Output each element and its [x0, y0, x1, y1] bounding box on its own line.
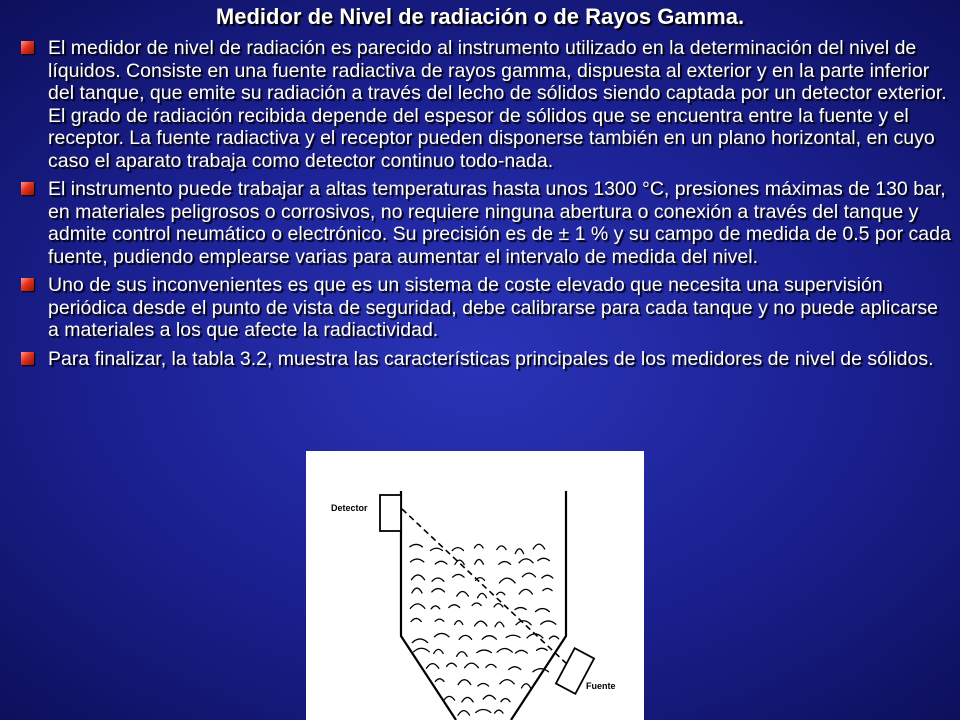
solid-particle — [426, 664, 438, 669]
solid-particle — [537, 648, 548, 650]
solid-particle — [483, 695, 495, 699]
solid-particle — [522, 573, 535, 577]
solid-particle — [495, 710, 503, 713]
solid-particle — [497, 546, 506, 550]
solid-particle — [449, 605, 460, 608]
solid-particle — [497, 592, 505, 594]
tank-right-wall — [511, 491, 566, 720]
tank-left-wall — [401, 491, 456, 720]
solid-particle — [432, 578, 444, 581]
gamma-level-diagram — [306, 451, 644, 720]
solid-particle — [536, 609, 550, 612]
solid-particle — [533, 669, 549, 672]
solid-particle — [515, 650, 527, 653]
solid-particle — [500, 680, 514, 684]
solid-particle — [410, 544, 423, 546]
bullet-item — [0, 178, 960, 268]
solid-particle — [462, 697, 473, 701]
bullet-text: El medidor de nivel de radiación es parecido al instrumento utilizado en la determinación del nivel de líquidos. Consiste en una fuente radiactiva de rayos gamma, dispuesta al exterior y en la parte inferior del tanque, que emite su radiación a través del lecho de sólidos siendo captada por un detector exterior. El grado de radiación recibida depende del espesor de sólidos que se encuentra entre la fuente y el receptor. La fuente radiactiva y el receptor pueden disponerse también en un plano horizontal, en cuyo caso el aparato trabaja como detector continuo todo-nada. — [48, 37, 947, 172]
solid-particle — [411, 575, 424, 580]
bullet-item — [0, 348, 960, 371]
diagram-svg — [306, 451, 644, 720]
solid-particle — [515, 608, 526, 610]
solid-particle — [476, 710, 491, 713]
solid-particle — [410, 559, 423, 562]
solid-particle — [533, 544, 545, 549]
solid-particle — [432, 589, 445, 592]
bullet-square-icon — [21, 182, 34, 195]
solid-particle — [458, 680, 471, 685]
solid-particle — [475, 621, 487, 626]
solid-particle — [497, 649, 512, 653]
solid-particle — [465, 663, 479, 668]
solid-particle — [501, 699, 510, 702]
bullet-item — [0, 274, 960, 342]
solid-particle — [410, 604, 425, 609]
solid-particle — [444, 696, 455, 700]
solid-particle — [506, 635, 520, 637]
solid-particle — [516, 621, 531, 625]
solid-particle — [447, 663, 457, 666]
solid-particle — [522, 684, 531, 688]
bullet-square-icon — [21, 352, 34, 365]
solid-particle — [458, 711, 470, 716]
detector-box — [380, 495, 401, 531]
bullet-item — [0, 37, 960, 172]
slide-title: Medidor de Nivel de radiación o de Rayos Gamma. — [215, 4, 745, 29]
solid-particle — [457, 592, 469, 597]
solid-particle — [543, 589, 552, 591]
solid-particle — [431, 606, 440, 609]
solid-particle — [494, 604, 503, 607]
solid-particle — [431, 548, 443, 550]
solid-particle — [527, 634, 543, 638]
solid-particle — [542, 575, 553, 578]
solid-particle — [472, 603, 481, 606]
solid-particle — [412, 639, 427, 643]
solid-particle — [478, 684, 489, 687]
bullet-text: Uno de sus inconvenientes es que es un sistema de coste elevado que necesita una supervisión periódica desde el punto de vista de seguridad, debe calibrarse para cada tanque y no puede aplicarse a materiales a los que afecte la radiactividad. — [48, 274, 939, 341]
bullet-text: Para finalizar, la tabla 3.2, muestra las características principales de los medidores de nivel de sólidos. — [48, 347, 934, 370]
solid-particle — [452, 548, 463, 551]
solid-particle — [459, 635, 471, 639]
solid-particle — [435, 561, 447, 564]
solid-particle — [519, 559, 533, 563]
bullet-text: El instrumento puede trabajar a altas temperaturas hasta unos 1300 °C, presiones máximas de 130 bar, en materiales peligrosos o corrosivos, no requiere ninguna abertura o conexión a través del tanque y admite control neumático o electrónico. Su precisión es de ± 1 % y su campo de medida de 0.5 por cada fuente, pudiendo emplearse varias para aumentar el intervalo de medida del nivel. — [48, 178, 951, 268]
solid-particle — [455, 621, 463, 625]
bullet-list — [0, 37, 960, 376]
bullet-square-icon — [21, 278, 34, 291]
solid-particle — [435, 619, 444, 621]
solid-particle — [434, 633, 449, 636]
solid-particle — [411, 618, 421, 621]
solid-particle — [549, 636, 558, 639]
solids-bed — [410, 544, 559, 715]
solid-particle — [478, 593, 487, 597]
bullet-square-icon — [21, 41, 34, 54]
source-label: Fuente — [586, 681, 616, 691]
solid-particle — [412, 588, 422, 593]
solid-particle — [414, 648, 430, 652]
solid-particle — [475, 559, 484, 564]
solid-particle — [541, 621, 556, 624]
solid-particle — [434, 649, 444, 653]
solid-particle — [457, 652, 468, 657]
solid-particle — [482, 636, 496, 640]
solid-particle — [509, 667, 521, 670]
solid-particle — [435, 679, 444, 682]
solid-particle — [499, 562, 511, 565]
solid-particle — [515, 549, 523, 554]
solid-particle — [474, 544, 483, 548]
solid-particle — [477, 650, 492, 653]
solid-particle — [486, 664, 496, 667]
solid-particle — [499, 578, 515, 583]
solid-particle — [538, 558, 550, 560]
solid-particle — [495, 622, 504, 627]
solid-particle — [519, 589, 532, 594]
detector-label: Detector — [331, 503, 368, 513]
solid-particle — [453, 574, 465, 577]
